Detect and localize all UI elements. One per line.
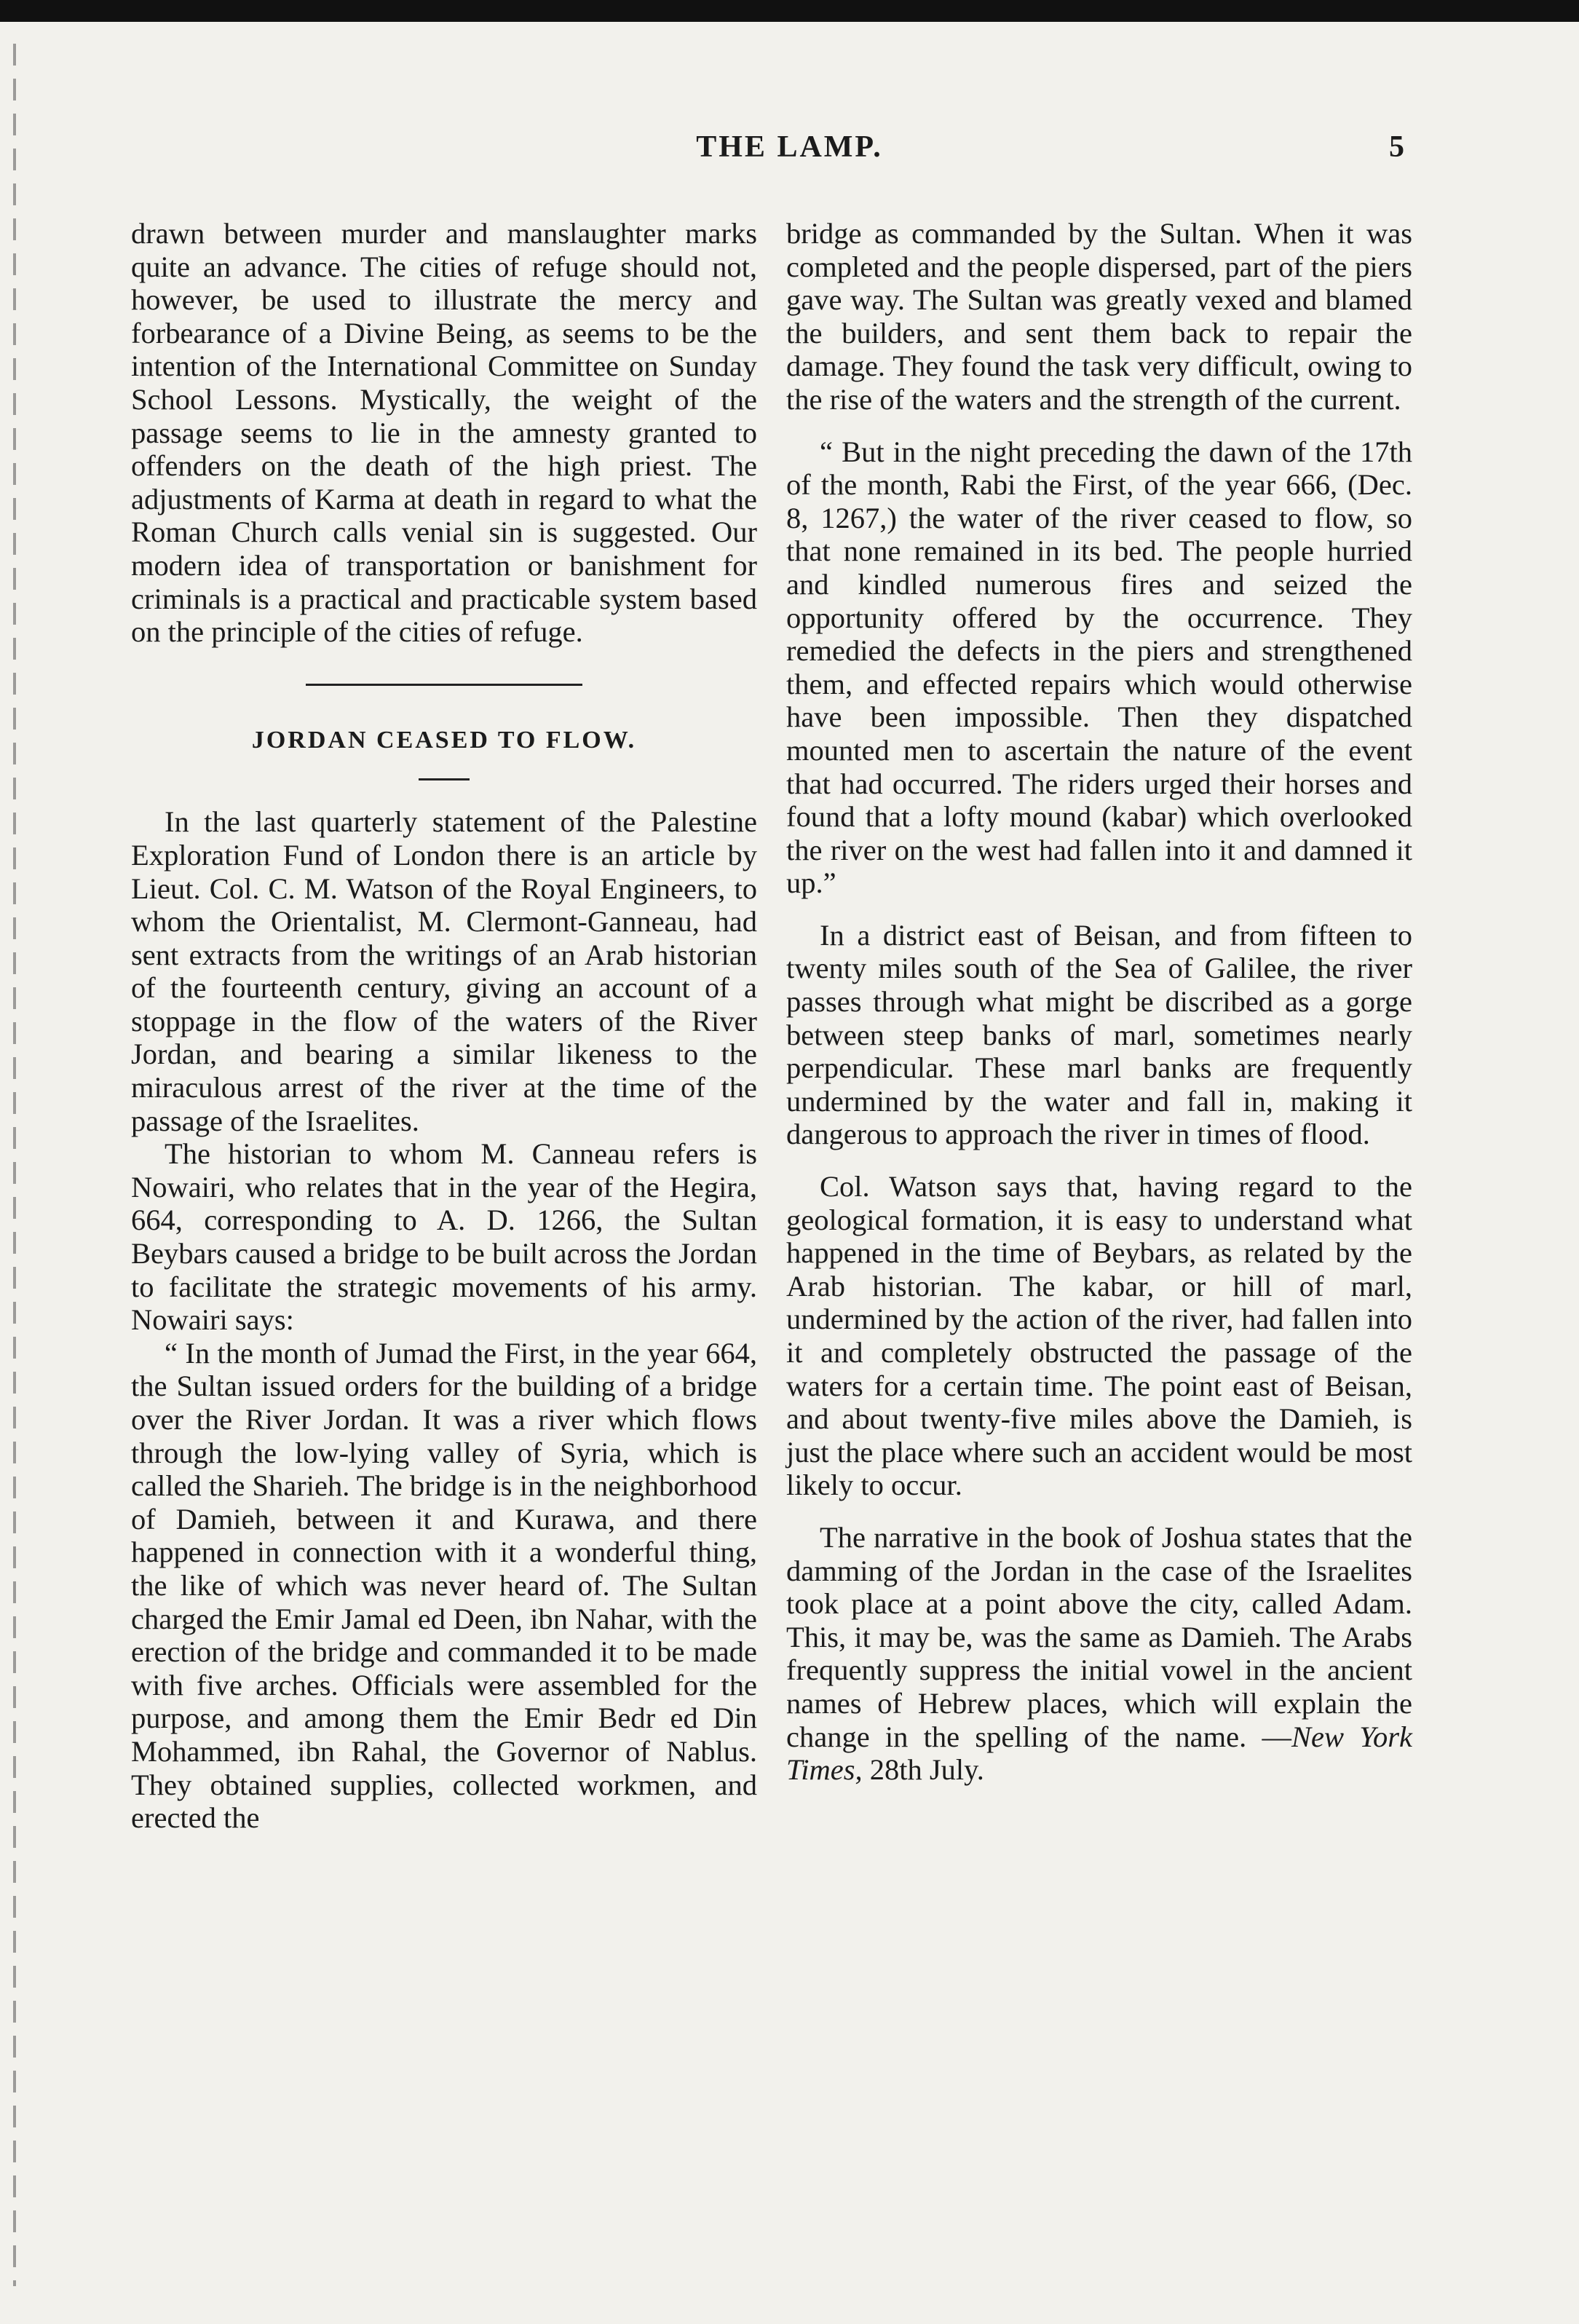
page-number: 5 — [1389, 130, 1404, 164]
right-column — [786, 217, 1412, 1787]
section-heading: JORDAN CEASED TO FLOW. — [251, 726, 637, 754]
heading-underline — [419, 778, 470, 780]
paragraph: In the last quarterly statement of the Palestine Exploration Fund of London there is an article by Lieut. Col. C. M. Watson of the Royal Engineers, to whom the Orientalist, M. Clermont-Ganneau, had sent extracts from the writings of an Arab historian of the fourteenth century, giving an account of a stoppage in the flow of the waters of the River Jordan, and bearing a similar likeness to the miraculous arrest of the river at the time of the passage of the Israelites. — [131, 805, 757, 1137]
paragraph-with-citation — [786, 1521, 1412, 1787]
section-divider — [306, 684, 582, 686]
paragraph: “ In the month of Jumad the First, in the year 664, the Sultan issued orders for the building of a bridge over the River Jordan. It was a river which flows through the low-lying valley of Syria, which is called the Sharieh. The bridge is in the neighborhood of Damieh, between it and Kurawa, and there happened in connection with it a wonderful thing, the like of which was never heard of. The Sultan charged the Emir Jamal ed Deen, ibn Nahar, with the erection of the bridge and commanded it to be made with five arches. Officials were assembled for the purpose, and among them the Emir Bedr ed Din Mohammed, ibn Rahal, the Governor of Nablus. They obtained supplies, collected workmen, and erected the — [131, 1336, 757, 1835]
running-title: THE LAMP. — [696, 130, 883, 164]
running-head — [0, 130, 1579, 173]
top-border-rule — [0, 0, 1579, 22]
citation-date: 28th July. — [862, 1753, 984, 1787]
paragraph: “ But in the night preceding the dawn of the 17th of the month, Rabi the First, of the year 666, (Dec. 8, 1267,) the water of the river ceased to flow, so that none remained in its bed. The people hurried and kindled numerous fires and seized the opportunity offered by the occurrence. They remedied the defects in the piers and strengthened them, and effected repairs which would otherwise have been impossible. Then they dispatched mounted men to ascertain the nature of the event that had occurred. The riders urged their horses and found that a lofty mound (kabar) which overlooked the river on the west had fallen into it and damned it up.” — [786, 435, 1412, 900]
left-column — [131, 217, 757, 1835]
paragraph: drawn between murder and manslaughter marks quite an advance. The cities of refuge should not, however, be used to illustrate the mercy and forbearance of a Divine Being, as seems to be the intention of the International Committee on Sunday School Lessons. Mystically, the weight of the passage seems to lie in the amnesty granted to offenders on the death of the high priest. The adjustments of Karma at death in regard to what the Roman Church calls venial sin is suggested. Our modern idea of transportation or banishment for criminals is a practical and practicable system based on the principle of the cities of refuge. — [131, 217, 757, 649]
paragraph: In a district east of Beisan, and from fifteen to twenty miles south of the Sea of Galilee, the river passes through what might be discribed as a gorge between steep banks of marl, sometimes nearly perpendicular. These marl banks are frequently undermined by the water and fall in, making it dangerous to approach the river in times of flood. — [786, 918, 1412, 1151]
citation-source: New York Times, — [786, 1720, 1412, 1787]
paragraph: bridge as commanded by the Sultan. When it was completed and the people dispersed, part of the piers gave way. The Sultan was greatly vexed and blamed the builders, and sent them back to repair the damage. They found the task very difficult, owing to the rise of the waters and the strength of the current. — [786, 217, 1412, 416]
paragraph: Col. Watson says that, having regard to the geological formation, it is easy to understand what happened in the time of Beybars, as related by the Arab historian. The kabar, or hill of marl, undermined by the action of the river, had fallen into it and completely obstructed the passage of the waters for a certain time. The point east of Beisan, and about twenty-five miles above the Damieh, is just the place where such an accident would be most likely to occur. — [786, 1170, 1412, 1502]
binding-edge — [13, 44, 16, 2286]
paragraph: The historian to whom M. Canneau refers is Nowairi, who relates that in the year of the Hegira, 664, corresponding to A. D. 1266, the Sultan Beybars caused a bridge to be built across the Jordan to facilitate the strategic movements of his army. Nowairi says: — [131, 1137, 757, 1337]
paragraph-text: The narrative in the book of Joshua states that the damming of the Jordan in the case of the Israelites took place at a point above the city, called Adam. This, it may be, was the same as Damieh. The Arabs frequently suppress the initial vowel in the ancient names of Hebrew places, which will explain the change in the spelling of the name. — — [786, 1520, 1412, 1753]
